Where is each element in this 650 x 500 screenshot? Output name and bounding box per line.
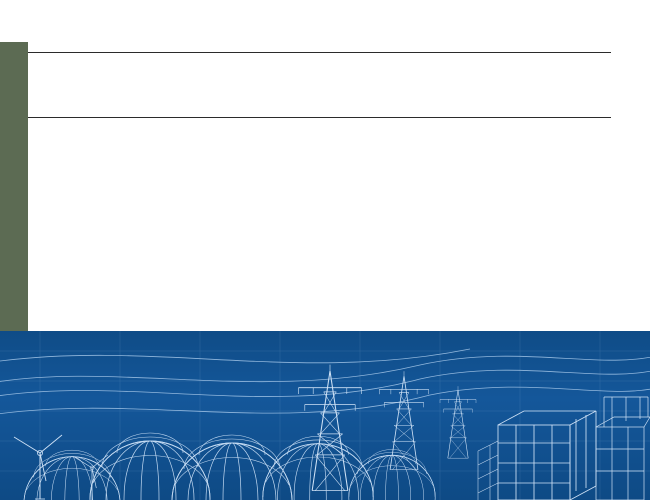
rule-top: [28, 52, 611, 53]
cover-spine: [0, 42, 28, 331]
cover-sheet: [28, 42, 611, 331]
top-margin: [0, 0, 650, 42]
rule-under-header: [28, 117, 611, 118]
cover-right-gutter: [611, 42, 650, 331]
cover-illustration: [0, 331, 650, 500]
